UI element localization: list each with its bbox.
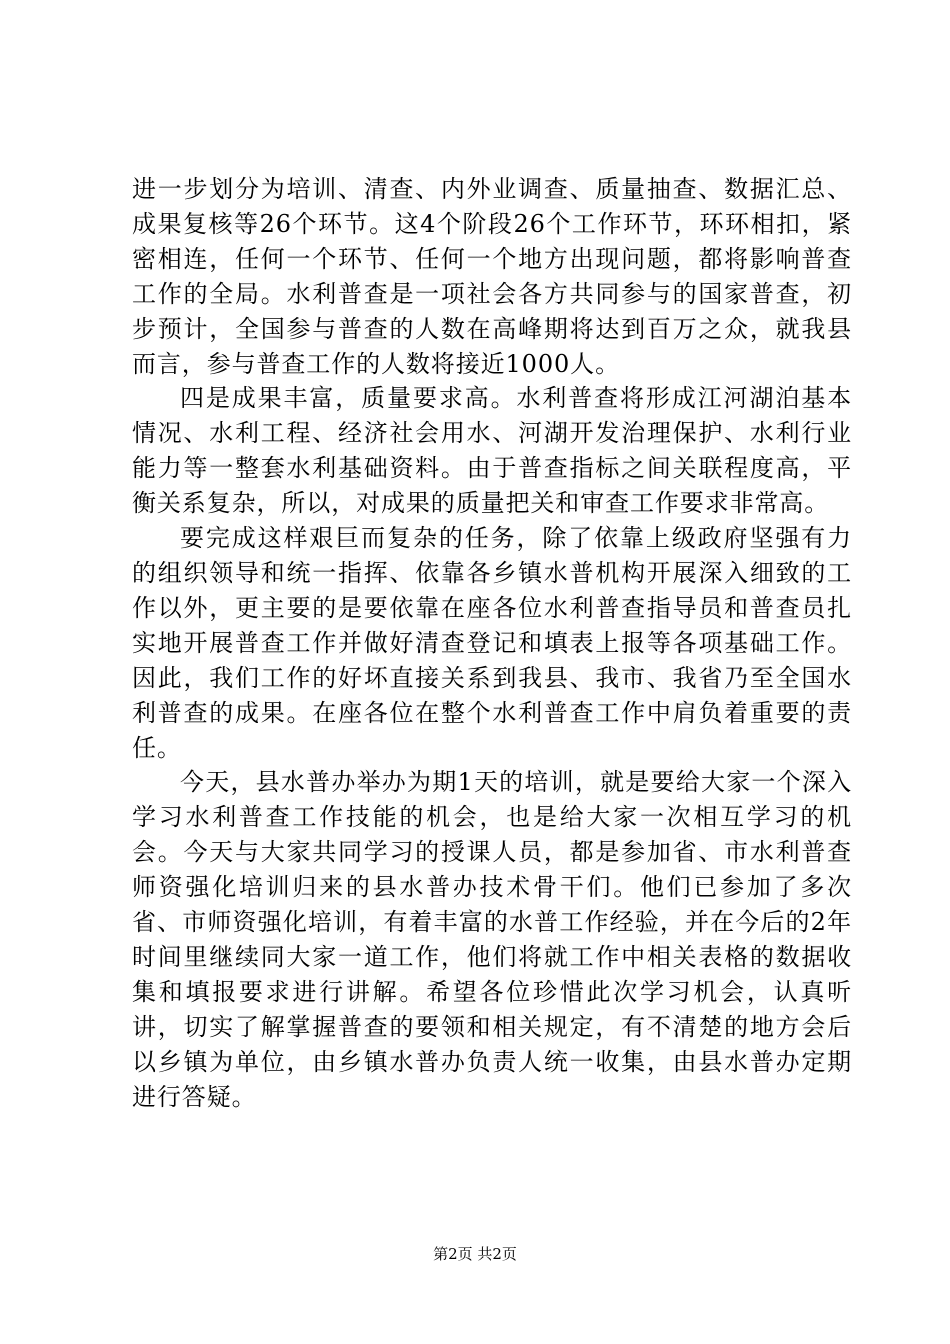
paragraph-continuation: 进一步划分为培训、清查、内外业调查、质量抽查、数据汇总、成果复核等26个环节。这4个阶段26个工作环节，环环相扣，紧密相连，任何一个环节、任何一个地方出现问题，都将影响普查工作的全局。水利普查是一项社会各方共同参与的国家普查，初步预计，全国参与普查的人数在高峰期将达到百万之众，就我县而言，参与普查工作的人数将接近1000人。 [132, 175, 852, 378]
paragraph-training: 今天，县水普办举办为期1天的培训，就是要给大家一个深入学习水利普查工作技能的机会，也是给大家一次相互学习的机会。今天与大家共同学习的授课人员，都是参加省、市水利普查师资强化培训归来的县水普办技术骨干们。他们已参加了多次省、市师资强化培训，有着丰富的水普工作经验，并在今后的2年时间里继续同大家一道工作，他们将就工作中相关表格的数据收集和填报要求进行讲解。希望各位珍惜此次学习机会，认真听讲，切实了解掌握普查的要领和相关规定，有不清楚的地方会后以乡镇为单位，由乡镇水普办负责人统一收集，由县水普办定期进行答疑。 [132, 768, 852, 1111]
page-number-footer: 第2页 共2页 [433, 1245, 517, 1263]
paragraph-results-quality: 四是成果丰富，质量要求高。水利普查将形成江河湖泊基本情况、水利工程、经济社会用水、河湖开发治理保护、水利行业能力等一整套水利基础资料。由于普查指标之间关联程度高，平衡关系复杂，所以，对成果的质量把关和审查工作要求非常高。 [132, 384, 852, 518]
paragraph-task-responsibility: 要完成这样艰巨而复杂的任务，除了依靠上级政府坚强有力的组织领导和统一指挥、依靠各乡镇水普机构开展深入细致的工作以外，更主要的是要依靠在座各位水利普查指导员和普查员扎实地开展普查工作并做好清查登记和填表上报等各项基础工作。因此，我们工作的好坏直接关系到我县、我市、我省乃至全国水利普查的成果。在座各位在整个水利普查工作中肩负着重要的责任。 [132, 524, 852, 762]
document-body [132, 172, 852, 1114]
